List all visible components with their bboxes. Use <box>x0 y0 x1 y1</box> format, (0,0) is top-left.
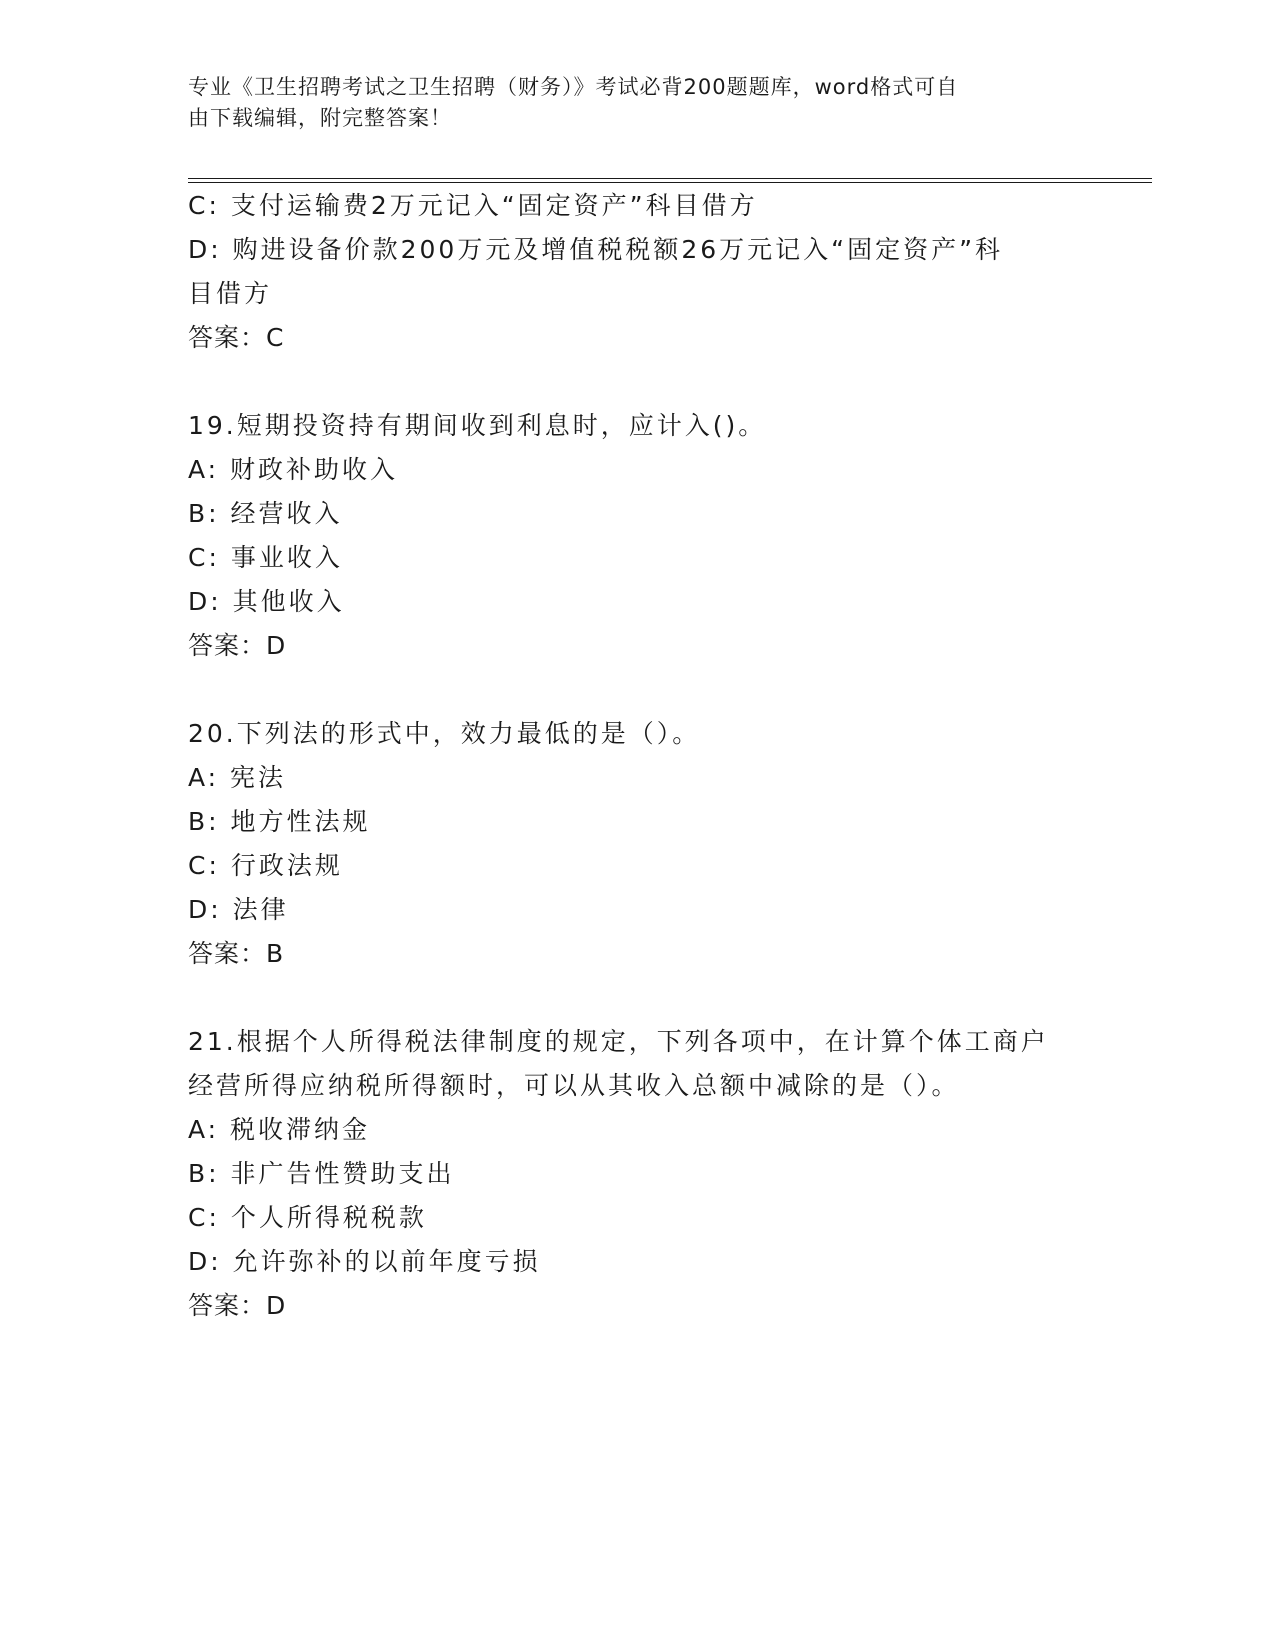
q19-option-d: D: 其他收入 <box>188 587 345 616</box>
document-header <box>188 72 1068 134</box>
q19-option-a: A: 财政补助收入 <box>188 455 399 484</box>
q19-question: 19.短期投资持有期间收到利息时，应计入()。 <box>188 411 767 440</box>
q20-option-d: D: 法律 <box>188 895 289 924</box>
q18-option-d-line-2: 目借方 <box>188 279 273 308</box>
q20-question: 20.下列法的形式中，效力最低的是（）。 <box>188 719 701 748</box>
q20-option-a: A: 宪法 <box>188 763 287 792</box>
header-divider-top <box>188 178 1152 179</box>
q18-option-d-line-1: D: 购进设备价款200万元及增值税税额26万元记入“固定资产”科 <box>188 235 1004 264</box>
q20-option-c: C: 行政法规 <box>188 851 343 880</box>
q18-answer: 答案：C <box>188 323 285 352</box>
q21-option-b: B: 非广告性赞助支出 <box>188 1159 455 1188</box>
header-line-2: 由下载编辑，附完整答案！ <box>188 106 452 130</box>
q21-option-d: D: 允许弥补的以前年度亏损 <box>188 1247 541 1276</box>
q21-question-line-1: 21.根据个人所得税法律制度的规定，下列各项中，在计算个体工商户 <box>188 1027 1049 1056</box>
q19-option-b: B: 经营收入 <box>188 499 343 528</box>
header-divider-bottom <box>188 182 1152 183</box>
q19-answer: 答案：D <box>188 631 287 660</box>
q21-answer: 答案：D <box>188 1291 287 1320</box>
q21-option-c: C: 个人所得税税款 <box>188 1203 427 1232</box>
q21-option-a: A: 税收滞纳金 <box>188 1115 371 1144</box>
q18-option-c: C: 支付运输费2万元记入“固定资产”科目借方 <box>188 191 758 220</box>
q21-question-line-2: 经营所得应纳税所得额时，可以从其收入总额中减除的是（）。 <box>188 1071 960 1100</box>
q20-answer: 答案：B <box>188 939 285 968</box>
header-line-1: 专业《卫生招聘考试之卫生招聘（财务）》考试必背200题题库，word格式可自 <box>188 75 959 99</box>
q20-option-b: B: 地方性法规 <box>188 807 371 836</box>
q19-option-c: C: 事业收入 <box>188 543 343 572</box>
